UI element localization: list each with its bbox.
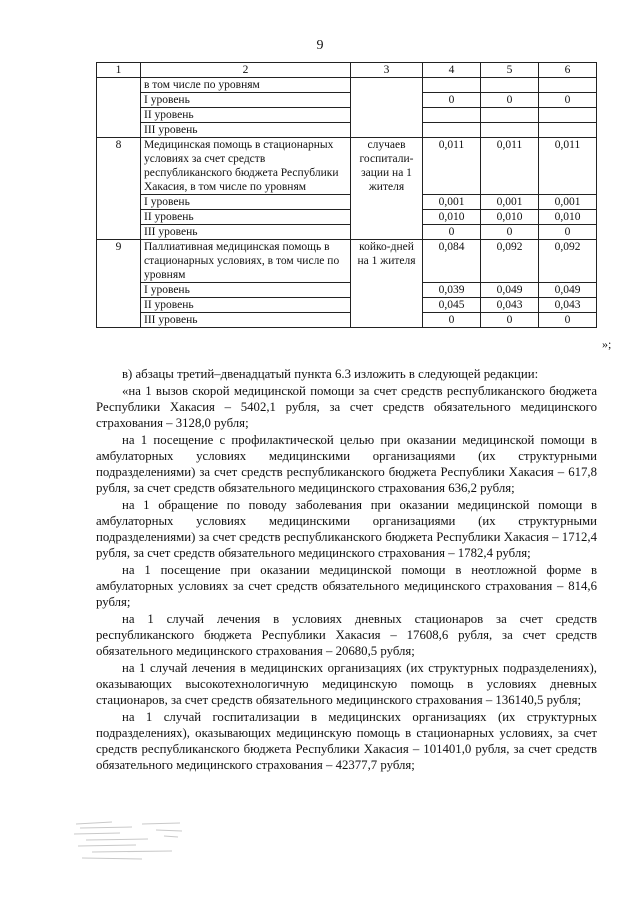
table-row <box>97 210 597 225</box>
table-row <box>97 298 597 313</box>
row-label: I уровень <box>141 93 351 108</box>
norms-table <box>96 62 597 328</box>
row-label: Медицинская помощь в стационарных условиях за счет средств республиканского бюджета Республики Хакасия, в том числе по уровням <box>141 138 351 195</box>
column-header: 2 <box>141 63 351 78</box>
table-cell: 0 <box>539 225 597 240</box>
paragraph: на 1 обращение по поводу заболевания при оказании медицинской помощи в амбулаторных условиях медицинскими организациями (их структурными подразделениями) за счет средств республиканского бюджета Республики Хакасия – 1712,4 рубля, за счет средств обязательного медицинского страхования – 1782,4 рубля; <box>96 498 597 560</box>
table-cell: 0,049 <box>481 283 539 298</box>
row-label: в том числе по уровням <box>141 78 351 93</box>
faded-stamp-mark <box>72 818 184 864</box>
row-label: II уровень <box>141 210 351 225</box>
table-cell: 0,043 <box>539 298 597 313</box>
paragraph: на 1 посещение с профилактической целью при оказании медицинской помощи в амбулаторных условиях медицинскими организациями (их структурными подразделениями) за счет средств республиканского бюджета Республики Хакасия – 617,8 рубля, за счет средств обязательного медицинского страхования 636,2 рубля; <box>96 433 597 495</box>
table-cell <box>539 123 597 138</box>
empty-cell <box>351 78 423 138</box>
column-header: 1 <box>97 63 141 78</box>
table-cell: 0,011 <box>481 138 539 195</box>
row-label: III уровень <box>141 313 351 328</box>
table-cell <box>423 108 481 123</box>
empty-cell <box>97 78 141 138</box>
table-cell: 0 <box>423 93 481 108</box>
column-header: 4 <box>423 63 481 78</box>
row-number: 8 <box>97 138 141 240</box>
table-row <box>97 313 597 328</box>
table-cell: 0,011 <box>539 138 597 195</box>
page-number: 9 <box>316 38 324 53</box>
table-cell: 0,001 <box>539 195 597 210</box>
table-cell: 0,092 <box>481 240 539 283</box>
paragraph: на 1 случай лечения в медицинских организациях (их структурных подразделениях), оказывающих высокотехнологичную медицинскую помощь в условиях дневных стационаров, за счет средств обязательного медицинского страхования – 136140,5 рубля; <box>96 661 597 707</box>
table-cell: 0,010 <box>481 210 539 225</box>
table-cell <box>423 78 481 93</box>
row-label: Паллиативная медицинская помощь в стационарных условиях, в том числе по уровням <box>141 240 351 283</box>
table-cell: 0,011 <box>423 138 481 195</box>
table-row <box>97 108 597 123</box>
table-cell: 0 <box>423 225 481 240</box>
column-header: 3 <box>351 63 423 78</box>
row-label: II уровень <box>141 298 351 313</box>
column-header: 5 <box>481 63 539 78</box>
row-label: I уровень <box>141 283 351 298</box>
amendment-text <box>96 366 597 774</box>
table-row <box>97 240 597 283</box>
table-cell: 0 <box>423 313 481 328</box>
table-cell: 0 <box>539 93 597 108</box>
table-cell: 0 <box>481 225 539 240</box>
table-cell: 0,001 <box>423 195 481 210</box>
table-cell: 0,010 <box>423 210 481 225</box>
row-label: II уровень <box>141 108 351 123</box>
table-row <box>97 78 597 93</box>
table-cell <box>481 108 539 123</box>
table-cell <box>539 78 597 93</box>
table-cell <box>481 123 539 138</box>
table-cell: 0,043 <box>481 298 539 313</box>
table-cell: 0,010 <box>539 210 597 225</box>
column-header: 6 <box>539 63 597 78</box>
table-row <box>97 123 597 138</box>
row-label: I уровень <box>141 195 351 210</box>
table-header-row <box>97 63 597 78</box>
paragraph: на 1 посещение при оказании медицинской помощи в неотложной форме в амбулаторных условиях за счет средств обязательного медицинского страхования – 814,6 рубля; <box>96 563 597 609</box>
table-cell: 0 <box>539 313 597 328</box>
table-cell: 0 <box>481 93 539 108</box>
table-cell: 0,084 <box>423 240 481 283</box>
table-cell: 0,039 <box>423 283 481 298</box>
table-cell <box>423 123 481 138</box>
table-row <box>97 283 597 298</box>
table-row <box>97 225 597 240</box>
table-cell: 0,045 <box>423 298 481 313</box>
table-cell <box>481 78 539 93</box>
unit-cell: койко-дней на 1 жителя <box>351 240 423 328</box>
table-cell: 0,001 <box>481 195 539 210</box>
table-cell: 0 <box>481 313 539 328</box>
paragraph: «на 1 вызов скорой медицинской помощи за счет средств республиканского бюджета Республики Хакасия – 5402,1 рубля, за счет средств обязательного медицинского страхования – 3128,0 рубля; <box>96 384 597 430</box>
table-cell: 0,049 <box>539 283 597 298</box>
table-row <box>97 138 597 195</box>
row-number: 9 <box>97 240 141 328</box>
table-row <box>97 93 597 108</box>
table-row <box>97 195 597 210</box>
row-label: III уровень <box>141 123 351 138</box>
table-cell <box>539 108 597 123</box>
row-label: III уровень <box>141 225 351 240</box>
table-cell: 0,092 <box>539 240 597 283</box>
closing-quote-mark: »; <box>602 337 612 351</box>
paragraph: на 1 случай госпитализации в медицинских организациях (их структурных подразделениях), оказывающих медицинскую помощь в стационарных условиях, за счет средств республиканского бюджета Республики Хакасия – 101401,0 рубля, за счет средств обязательного медицинского страхования – 42377,7 рубля; <box>96 710 597 772</box>
unit-cell: случаев госпитали-зации на 1 жителя <box>351 138 423 240</box>
paragraph: в) абзацы третий–двенадцатый пункта 6.3 изложить в следующей редакции: <box>122 367 539 381</box>
paragraph: на 1 случай лечения в условиях дневных стационаров за счет средств республиканского бюджета Республики Хакасия – 17608,6 рубля, за счет средств обязательного медицинского страхования – 20680,5 рубля; <box>96 612 597 658</box>
